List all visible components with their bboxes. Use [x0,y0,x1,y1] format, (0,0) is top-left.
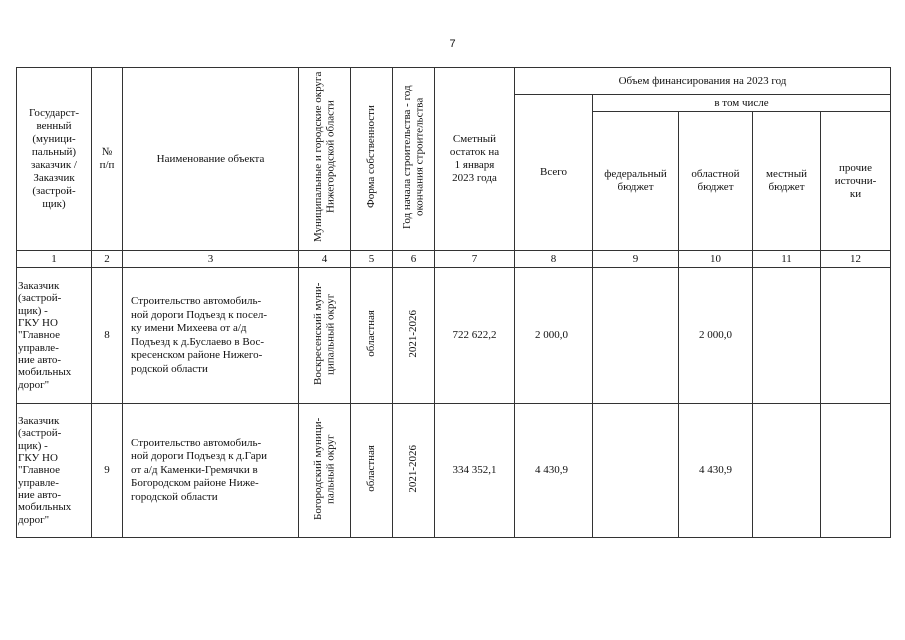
funding-table [16,67,891,538]
row-number: 9 [92,404,123,538]
row-federal [593,404,679,538]
column-number: 12 [821,251,891,268]
header-municipal-text: Муниципальные и городские округа Нижегородской области [312,71,337,243]
row-total: 2 000,0 [515,268,593,404]
header-local: местный бюджет [753,112,821,251]
row-balance: 722 622,2 [435,268,515,404]
column-number-row [17,251,891,268]
column-number: 11 [753,251,821,268]
header-years [393,68,435,251]
row-local [753,268,821,404]
row-years-text: 2021-2026 [407,309,420,358]
row-regional: 2 000,0 [679,268,753,404]
row-years-text: 2021-2026 [407,444,420,493]
column-number: 3 [123,251,299,268]
row-total: 4 430,9 [515,404,593,538]
table-row [17,404,891,538]
column-number: 5 [351,251,393,268]
column-number: 10 [679,251,753,268]
row-object-name: Строительство автомобиль- ной дороги Подъезд к д.Гари от а/д Каменки-Гремячки в Богородском районе Ниже- городской области [123,404,299,538]
table-row [17,268,891,404]
header-regional: областной бюджет [679,112,753,251]
column-number: 9 [593,251,679,268]
row-municipal-text: Богородский муници- пальный округ [312,417,337,520]
column-number: 2 [92,251,123,268]
header-federal: федеральный бюджет [593,112,679,251]
column-number: 7 [435,251,515,268]
column-number: 1 [17,251,92,268]
row-regional: 4 430,9 [679,404,753,538]
header-object-name: Наименование объекта [123,68,299,251]
column-number: 8 [515,251,593,268]
header-customer: Государст- венный (муници- пальный) заказчик / Заказчик (застрой- щик) [17,68,92,251]
row-municipal [299,268,351,404]
header-funding-group: Объем финансирования на 2023 год [515,68,891,95]
row-ownership [351,404,393,538]
row-number: 8 [92,268,123,404]
row-customer: Заказчик (застрой- щик) - ГКУ НО "Главное управле- ние авто- мобильных дорог" [17,268,92,404]
header-ownership [351,68,393,251]
row-other [821,268,891,404]
header-number: № п/п [92,68,123,251]
row-ownership-text: областная [365,310,378,357]
row-municipal [299,404,351,538]
row-customer: Заказчик (застрой- щик) - ГКУ НО "Главное управле- ние авто- мобильных дорог" [17,404,92,538]
page-number: 7 [449,38,456,50]
row-balance: 334 352,1 [435,404,515,538]
header-balance: Сметный остаток на 1 января 2023 года [435,68,515,251]
header-municipal [299,68,351,251]
header-other: прочие источни- ки [821,112,891,251]
row-federal [593,268,679,404]
column-number: 4 [299,251,351,268]
header-years-text: Год начала строительства - год окончания строительства [401,85,426,229]
row-municipal-text: Воскресенский муни- ципальный округ [312,282,337,385]
row-ownership [351,268,393,404]
header-ownership-text: Форма собственности [365,105,378,209]
row-other [821,404,891,538]
header-total: Всего [515,95,593,251]
row-ownership-text: областная [365,445,378,492]
column-number: 6 [393,251,435,268]
row-object-name: Строительство автомобиль- ной дороги Подъезд к посел- ку имени Михеева от а/д Подъезд к д.Буслаево в Вос- кресенском районе Нижего- родской области [123,268,299,404]
row-local [753,404,821,538]
row-years [393,404,435,538]
row-years [393,268,435,404]
header-including: в том числе [593,95,891,112]
